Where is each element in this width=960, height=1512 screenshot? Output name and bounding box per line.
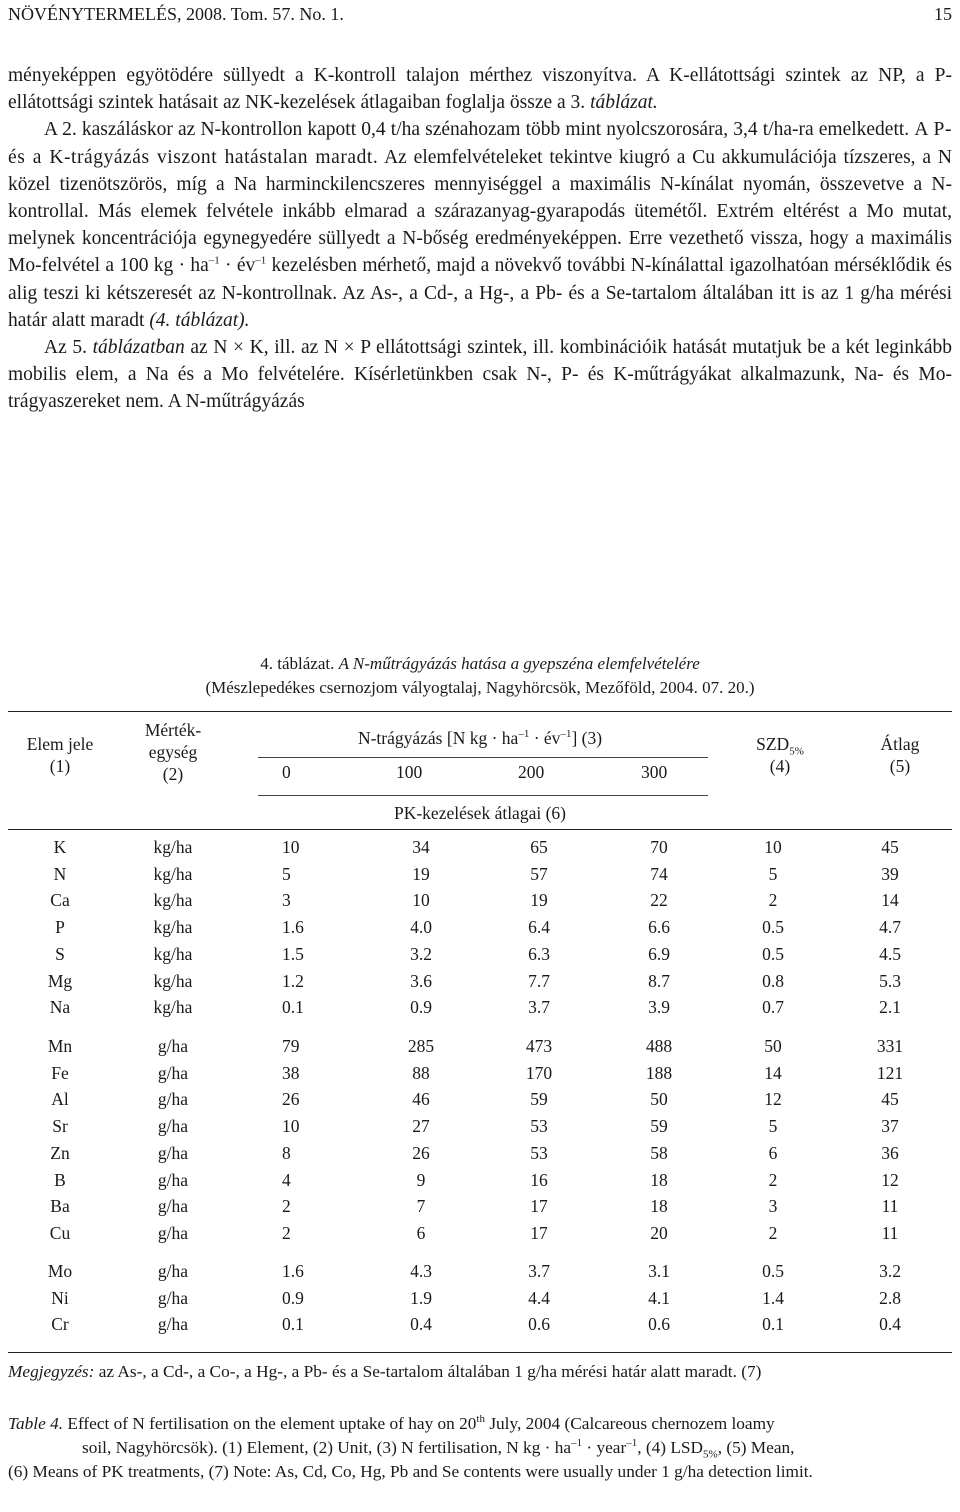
cell-mean: 37 bbox=[881, 1116, 899, 1137]
cell-n200: 4.4 bbox=[528, 1287, 550, 1308]
paragraph-3-text-a: Az 5. bbox=[44, 337, 87, 359]
cell-element: Mg bbox=[47, 970, 73, 991]
cell-unit: kg/ha bbox=[153, 863, 193, 884]
column-header-mean: Átlag (5) bbox=[880, 734, 920, 776]
cell-n200: 65 bbox=[530, 837, 548, 857]
cell-szd: 0.5 bbox=[762, 1261, 784, 1281]
table-note bbox=[8, 1360, 952, 1384]
cell-mean: 36 bbox=[881, 1142, 899, 1163]
paragraph-2-text-d: kezelésben mérhető, majd a növekvő további N-kínálattal igazolhatóan mérséklődik és alig teszi ki kétszeresét az N-kontrollnak. Az As-, a Cd-, a Hg-, a Pb- és a Se-tartalom általában itt is az 1 g/ha mérési határ alatt maradt bbox=[8, 255, 953, 331]
cell-n300: 3.9 bbox=[648, 997, 670, 1018]
paragraph-2 bbox=[8, 116, 952, 334]
cell-n100: 4.3 bbox=[410, 1261, 432, 1281]
cell-n200: 53 bbox=[530, 1116, 548, 1137]
cell-n200: 53 bbox=[530, 1142, 548, 1163]
cell-n0: 1.2 bbox=[282, 970, 304, 991]
cell-n100: 9 bbox=[416, 1169, 426, 1190]
cell-mean: 11 bbox=[881, 1222, 899, 1243]
cell-n100: 19 bbox=[412, 863, 430, 884]
cell-n200: 59 bbox=[530, 1089, 548, 1110]
paragraph-2-text-a: A 2. kaszáláskor az N-kontrollon kapott 0,4 t/ha szénahozam több mint nyolcszorosára, 3,4 t/ha-ra emelkedett. bbox=[44, 119, 910, 141]
cell-unit: g/ha bbox=[157, 1169, 189, 1190]
cell-n0: 1.6 bbox=[282, 917, 304, 938]
cell-szd: 0.8 bbox=[762, 970, 784, 991]
cell-element: Fe bbox=[51, 1062, 69, 1083]
cell-n300: 58 bbox=[650, 1142, 668, 1163]
cell-unit: g/ha bbox=[157, 1142, 189, 1163]
cell-n300: 8.7 bbox=[648, 970, 670, 991]
cell-szd: 2 bbox=[768, 1222, 778, 1243]
cell-mean: 5.3 bbox=[879, 970, 901, 991]
cell-mean: 121 bbox=[876, 1062, 904, 1083]
cell-unit: kg/ha bbox=[153, 837, 193, 857]
cell-n100: 3.6 bbox=[410, 970, 432, 991]
column-header-level-300: 300 bbox=[641, 762, 668, 782]
column-header-element: Elem jele (1) bbox=[26, 734, 94, 776]
table-ref-4: (4. táblázat). bbox=[149, 309, 250, 331]
cell-n300: 0.6 bbox=[648, 1314, 670, 1335]
cell-szd: 14 bbox=[764, 1062, 782, 1083]
paragraph-3-text-b: az N × K, ill. az N × P ellátottsági szintek, ill. kombinációik hatását mutatjuk be a két leginkább mobilis elem, a Na és a Mo felvételére. Kísérletünkben csak N-, P- és K-műtrágyákat alkalmazunk, Na- és Mo-trágyaszereket nem. A N-műtrágyázás bbox=[8, 337, 953, 413]
table-ref-3: táblázat. bbox=[590, 92, 658, 114]
cell-mean: 331 bbox=[876, 1036, 904, 1056]
english-caption-label: Table 4. bbox=[8, 1414, 64, 1433]
column-header-level-0: 0 bbox=[282, 762, 291, 782]
cell-n0: 5 bbox=[282, 863, 291, 884]
unit-ha: ha bbox=[190, 255, 209, 277]
cell-unit: kg/ha bbox=[153, 917, 193, 938]
table-caption-title bbox=[0, 652, 960, 676]
cell-n0: 10 bbox=[282, 837, 300, 857]
cell-n100: 3.2 bbox=[410, 943, 432, 964]
cell-n100: 0.4 bbox=[410, 1314, 432, 1335]
table-row bbox=[0, 1314, 960, 1340]
cell-szd: 12 bbox=[764, 1089, 782, 1110]
cell-element: N bbox=[53, 863, 67, 884]
cell-n200: 3.7 bbox=[528, 1261, 550, 1281]
cell-szd: 0.5 bbox=[762, 943, 784, 964]
paragraph-3 bbox=[8, 334, 952, 416]
table-row bbox=[0, 890, 960, 916]
unit-exp: –1 bbox=[208, 254, 220, 267]
paragraph-2-text-b: A P- és a K-trágyázás viszont hatástalan maradt. bbox=[8, 119, 952, 168]
table-bottom-rule bbox=[8, 1352, 952, 1353]
cell-n0: 8 bbox=[282, 1142, 291, 1163]
cell-szd: 5 bbox=[768, 863, 778, 884]
cell-mean: 4.5 bbox=[879, 943, 901, 964]
paragraph-1-text: ményeképpen egyötödére süllyedt a K-kontroll talajon mérthez viszonyítva. A K-ellátottsági szintek az NP, a P-ellátottsági szintek hatásait az NK-kezelések átlagaiban foglalja össze a 3. bbox=[8, 65, 952, 114]
cell-n300: 18 bbox=[650, 1196, 668, 1217]
table-note-label: Megjegyzés: bbox=[8, 1362, 95, 1381]
cell-n0: 1.5 bbox=[282, 943, 304, 964]
cell-element: Sr bbox=[52, 1116, 68, 1137]
cell-n100: 46 bbox=[412, 1089, 430, 1110]
cell-n0: 2 bbox=[282, 1196, 291, 1217]
body-text bbox=[8, 62, 952, 416]
cell-n0: 0.1 bbox=[282, 1314, 304, 1335]
cell-n0: 1.6 bbox=[282, 1261, 304, 1281]
table-caption-subtitle: (Mészlepedékes csernozjom vályogtalaj, Nagyhörcsök, Mezőföld, 2004. 07. 20.) bbox=[205, 678, 755, 697]
cell-n300: 59 bbox=[650, 1116, 668, 1137]
unit-exp: –1 bbox=[255, 254, 267, 267]
unit-dot: · bbox=[225, 255, 232, 277]
cell-unit: kg/ha bbox=[153, 943, 193, 964]
cell-n300: 188 bbox=[645, 1062, 673, 1083]
table-note-text: az As-, a Cd-, a Co-, a Hg-, a Pb- és a Se-tartalom általában 1 g/ha mérési határ alatt maradt. (7) bbox=[98, 1362, 762, 1381]
cell-n100: 0.9 bbox=[410, 997, 432, 1018]
cell-n300: 22 bbox=[650, 890, 668, 911]
unit-dot: · bbox=[178, 255, 186, 277]
cell-szd: 10 bbox=[764, 837, 782, 857]
cell-element: Ba bbox=[50, 1196, 70, 1217]
cell-unit: kg/ha bbox=[153, 970, 193, 991]
cell-n0: 3 bbox=[282, 890, 291, 911]
cell-element: Ca bbox=[50, 890, 70, 911]
english-caption: Table 4. Effect of N fertilisation on the element uptake of hay on 20th July, 2004 (Calcareous chernozem loamy soil, Nagyhörcsök). (1) Element, (2) Unit, (3) N fertilisation, N kg · $ha^{-1}$ · year$^{-1}$, (4) $LSD_{5\%}$, (5) Mean, (6) Means of PK treatments, (7) Note: As, Cd, Co, Hg, Pb and Se contents were usually under 1 g/ha detection limit. bbox=[8, 1413, 813, 1482]
cell-mean: 0.4 bbox=[879, 1314, 901, 1335]
cell-n100: 7 bbox=[416, 1196, 426, 1217]
table-row bbox=[0, 1288, 960, 1314]
cell-n0: 2 bbox=[282, 1222, 291, 1243]
cell-element: P bbox=[55, 917, 65, 938]
paragraph-1 bbox=[8, 62, 952, 116]
cell-n200: 6.3 bbox=[528, 943, 550, 964]
cell-szd: 2 bbox=[768, 890, 778, 911]
cell-unit: g/ha bbox=[157, 1036, 189, 1056]
cell-mean: 11 bbox=[881, 1196, 899, 1217]
cell-n200: 3.7 bbox=[528, 997, 550, 1018]
cell-element: Cr bbox=[51, 1314, 69, 1335]
cell-mean: 45 bbox=[881, 1089, 899, 1110]
cell-n200: 473 bbox=[525, 1036, 553, 1056]
table-row bbox=[0, 1143, 960, 1169]
table-caption bbox=[0, 652, 960, 700]
cell-szd: 0.1 bbox=[762, 1314, 784, 1335]
cell-n0: 10 bbox=[282, 1116, 300, 1137]
table-row bbox=[0, 917, 960, 943]
cell-szd: 1.4 bbox=[762, 1287, 784, 1308]
cell-szd: 2 bbox=[768, 1169, 778, 1190]
cell-element: Cu bbox=[49, 1222, 71, 1243]
cell-n300: 6.9 bbox=[648, 943, 670, 964]
cell-unit: g/ha bbox=[157, 1261, 189, 1281]
cell-element: Mo bbox=[47, 1261, 73, 1281]
column-header-pk-means: PK-kezelések átlagai (6) bbox=[393, 803, 566, 823]
cell-n300: 50 bbox=[650, 1089, 668, 1110]
cell-unit: g/ha bbox=[157, 1089, 189, 1110]
unit-dot: · bbox=[491, 728, 498, 748]
cell-szd: 50 bbox=[764, 1036, 782, 1056]
table-row bbox=[0, 1089, 960, 1115]
cell-n100: 6 bbox=[416, 1222, 426, 1243]
table-row bbox=[0, 1196, 960, 1222]
cell-mean: 39 bbox=[881, 863, 899, 884]
cell-n100: 10 bbox=[412, 890, 430, 911]
cell-n300: 3.1 bbox=[648, 1261, 670, 1281]
column-header-level-200: 200 bbox=[518, 762, 545, 782]
cell-element: Al bbox=[51, 1089, 69, 1110]
cell-n300: 70 bbox=[650, 837, 668, 857]
cell-n0: 38 bbox=[282, 1062, 300, 1083]
cell-n100: 4.0 bbox=[410, 917, 432, 938]
cell-unit: kg/ha bbox=[153, 997, 193, 1018]
cell-szd: 3 bbox=[768, 1196, 778, 1217]
cell-mean: 45 bbox=[881, 837, 899, 857]
column-header-n-fertilisation: N-trágyázás [N kg · $ha^{-1}$ · $év^{-1}$] (3) bbox=[357, 728, 603, 748]
cell-unit: kg/ha bbox=[153, 890, 193, 911]
cell-mean: 2.1 bbox=[879, 997, 901, 1018]
cell-n100: 1.9 bbox=[410, 1287, 432, 1308]
cell-mean: 12 bbox=[881, 1169, 899, 1190]
cell-n300: 488 bbox=[645, 1036, 673, 1056]
cell-n300: 20 bbox=[650, 1222, 668, 1243]
table-row bbox=[0, 1116, 960, 1142]
table-caption-text: A N-műtrágyázás hatása a gyepszéna elemfelvételére bbox=[338, 654, 700, 673]
table-ref-5: táblázatban bbox=[92, 337, 185, 359]
cell-unit: g/ha bbox=[157, 1116, 189, 1137]
cell-n300: 4.1 bbox=[648, 1287, 670, 1308]
cell-element: Ni bbox=[51, 1287, 69, 1308]
cell-n300: 74 bbox=[650, 863, 668, 884]
table-row bbox=[0, 997, 960, 1023]
table-row bbox=[0, 944, 960, 970]
paragraph-2-text-c: Az elemfelvételeket tekintve kiugró a Cu akkumulációja tízszeres, a N közel tizenötszörös, míg a Na harminckilencszeres mennyiséggel a maximális N-kínálat nyomán, összevetve a N-kontrollal. Más elemek felvétele inkább elmarad a szárazanyag-gyarapodás ütemétől. Extrém eltérést a Mo mutat, melynek koncentrációja egynegyedére süllyedt a N-bőség eredményeképpen. Erre vezethető vissza, hogy a maximális Mo-felvétel a 100 kg bbox=[8, 146, 952, 277]
table-row bbox=[0, 1170, 960, 1196]
table-caption-label: 4. táblázat. bbox=[260, 654, 335, 673]
cell-n200: 16 bbox=[530, 1169, 548, 1190]
table-row bbox=[0, 1223, 960, 1249]
table-subheader-rule bbox=[258, 795, 708, 796]
unit-ev: év bbox=[236, 255, 256, 277]
cell-n0: 4 bbox=[282, 1169, 291, 1190]
cell-n0: 0.1 bbox=[282, 997, 304, 1018]
unit-dot: · bbox=[533, 728, 540, 748]
table-header-bottom-rule bbox=[8, 829, 952, 830]
table-row bbox=[0, 971, 960, 997]
cell-n200: 17 bbox=[530, 1196, 548, 1217]
cell-n0: 79 bbox=[282, 1036, 300, 1056]
cell-szd: 6 bbox=[768, 1142, 778, 1163]
unit-dot: · bbox=[544, 1438, 551, 1458]
journal-title: NÖVÉNYTERMELÉS, 2008. Tom. 57. No. 1. bbox=[8, 4, 344, 24]
column-header-szd: $SZD_{5\%}$ (4) bbox=[756, 734, 804, 776]
cell-n0: 0.9 bbox=[282, 1287, 304, 1308]
page-header bbox=[8, 4, 952, 28]
cell-n200: 19 bbox=[530, 890, 548, 911]
cell-mean: 3.2 bbox=[879, 1261, 901, 1281]
table-row bbox=[0, 837, 960, 863]
cell-n200: 57 bbox=[530, 863, 548, 884]
cell-mean: 2.8 bbox=[879, 1287, 901, 1308]
cell-n300: 6.6 bbox=[648, 917, 670, 938]
cell-n200: 0.6 bbox=[528, 1314, 550, 1335]
cell-element: Mn bbox=[47, 1036, 73, 1056]
column-header-level-100: 100 bbox=[396, 762, 423, 782]
column-header-unit: Mérték- egység (2) bbox=[144, 720, 202, 784]
cell-n0: 26 bbox=[282, 1089, 300, 1110]
cell-mean: 14 bbox=[881, 890, 899, 911]
cell-n100: 88 bbox=[412, 1062, 430, 1083]
cell-unit: g/ha bbox=[157, 1314, 189, 1335]
unit-dot: · bbox=[586, 1438, 593, 1458]
table-row bbox=[0, 864, 960, 890]
cell-n200: 170 bbox=[525, 1062, 553, 1083]
page-number: 15 bbox=[934, 4, 952, 24]
cell-mean: 4.7 bbox=[879, 917, 901, 938]
cell-n200: 17 bbox=[530, 1222, 548, 1243]
cell-element: K bbox=[53, 837, 67, 857]
cell-element: B bbox=[54, 1169, 66, 1190]
cell-n100: 26 bbox=[412, 1142, 430, 1163]
table-row bbox=[0, 1261, 960, 1287]
cell-szd: 0.7 bbox=[762, 997, 784, 1018]
cell-element: Zn bbox=[50, 1142, 70, 1163]
cell-n200: 7.7 bbox=[528, 970, 550, 991]
cell-n100: 34 bbox=[412, 837, 430, 857]
cell-n300: 18 bbox=[650, 1169, 668, 1190]
cell-n100: 285 bbox=[407, 1036, 435, 1056]
cell-n100: 27 bbox=[412, 1116, 430, 1137]
table-row bbox=[0, 1036, 960, 1062]
cell-szd: 0.5 bbox=[762, 917, 784, 938]
cell-unit: g/ha bbox=[157, 1196, 189, 1217]
table-top-rule bbox=[8, 711, 952, 712]
cell-element: S bbox=[55, 943, 65, 964]
cell-szd: 5 bbox=[768, 1116, 778, 1137]
cell-unit: g/ha bbox=[157, 1062, 189, 1083]
cell-unit: g/ha bbox=[157, 1222, 189, 1243]
table-row bbox=[0, 1063, 960, 1089]
cell-element: Na bbox=[49, 997, 71, 1018]
cell-unit: g/ha bbox=[157, 1287, 189, 1308]
table-subheader-rule bbox=[258, 757, 708, 758]
cell-n200: 6.4 bbox=[528, 917, 550, 938]
